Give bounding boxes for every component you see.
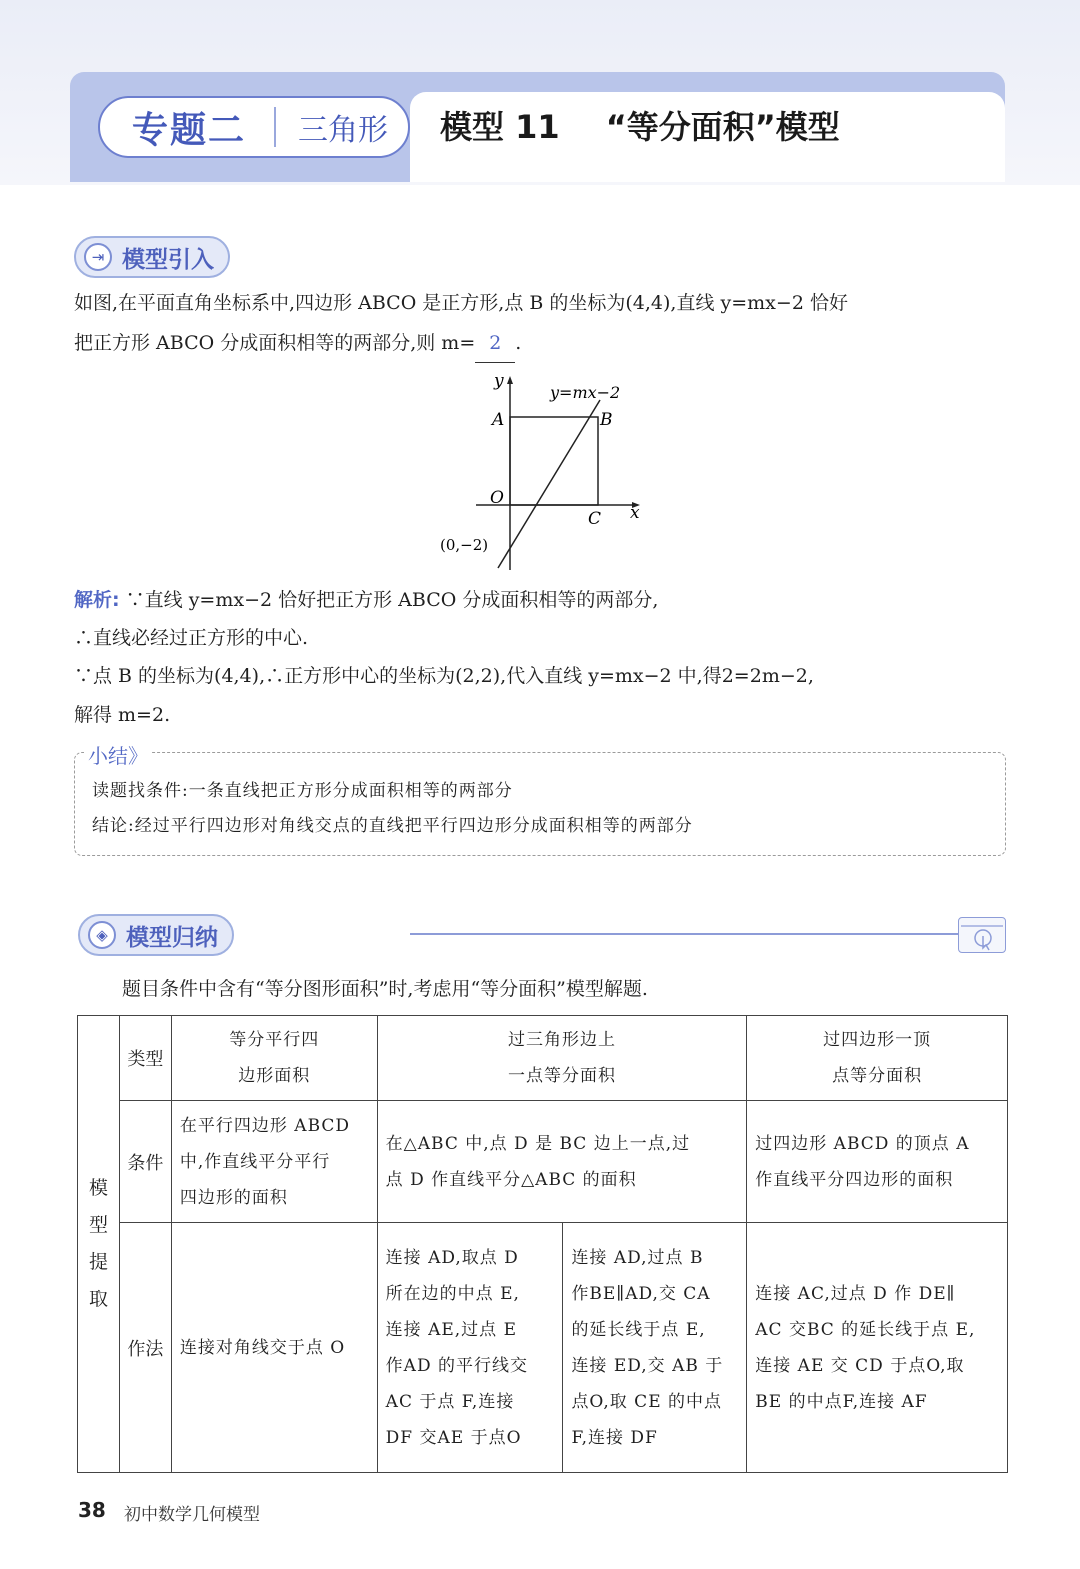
type-cell-3	[747, 1016, 1008, 1101]
solution-line-3: ∵点 B 的坐标为(4,4),∴正方形中心的坐标为(2,2),代入直线 y=mx−2 中,得2=2m−2,	[74, 665, 814, 687]
method-2b-line-4: 连接 ED,交 AB 于	[571, 1355, 724, 1376]
side-head-char-2: 型	[88, 1214, 108, 1236]
method-cell-1: 连接对角线交于点 O	[171, 1223, 377, 1473]
method-2a-line-2: 所在边的中点 E,	[385, 1283, 520, 1304]
problem-line-2-end: .	[515, 332, 522, 354]
topic-pill	[98, 96, 410, 158]
label-o: O	[490, 488, 504, 508]
guina-badge	[78, 914, 234, 956]
table-row-method	[78, 1223, 1008, 1473]
side-head-char-1: 模	[88, 1177, 108, 1199]
y-axis-arrow	[507, 376, 513, 384]
row-head-condition: 条件	[119, 1101, 171, 1223]
guina-intro: 题目条件中含有“等分图形面积”时,考虑用“等分面积”模型解题.	[122, 978, 648, 1000]
type-1-line-2: 边形面积	[238, 1066, 311, 1086]
cond-3-line-1: 过四边形 ABCD 的顶点 A	[755, 1133, 970, 1154]
label-a: A	[492, 410, 505, 430]
cond-cell-2	[377, 1101, 747, 1223]
summary-line-2: 结论:经过平行四边形对角线交点的直线把平行四边形分成面积相等的两部分	[92, 816, 693, 836]
method-2b-line-3: 的延长线于点 E,	[571, 1319, 706, 1340]
cond-cell-3	[747, 1101, 1008, 1223]
summary-line-1: 读题找条件:一条直线把正方形分成面积相等的两部分	[92, 781, 513, 801]
square-abco	[510, 417, 598, 505]
solution-line-1	[74, 581, 1014, 619]
type-1-line-1: 等分平行四	[229, 1030, 320, 1050]
type-cell-1	[171, 1016, 377, 1101]
solution-line-2: ∴直线必经过正方形的中心.	[74, 627, 309, 649]
intro-badge-label: 模型引入	[122, 246, 214, 273]
topic-divider	[274, 107, 276, 147]
method-2a-line-5: AC 于点 F,连接	[385, 1391, 515, 1412]
method-2a-line-4: 作AD 的平行线交	[385, 1355, 528, 1376]
page-number: 38	[78, 1498, 106, 1522]
cond-1-line-2: 中,作直线平分平行	[179, 1151, 331, 1172]
answer-blank: 2	[475, 324, 515, 363]
type-3-line-1: 过四边形一顶	[823, 1030, 932, 1050]
cond-2-line-2: 点 D 作直线平分△ABC 的面积	[385, 1169, 637, 1190]
label-intercept: (0,−2)	[440, 536, 489, 554]
method-2b-line-6: F,连接 DF	[571, 1427, 658, 1448]
book-title: 初中数学几何模型	[124, 1505, 260, 1525]
enter-icon: ⇥	[84, 243, 112, 271]
label-line: y=mx−2	[550, 383, 621, 402]
topic-title: 专题二	[132, 109, 247, 151]
label-y: y	[494, 371, 504, 391]
problem-line-2	[74, 324, 1014, 363]
table-row-condition	[78, 1101, 1008, 1223]
summary-title: 小结》	[84, 740, 152, 769]
method-2b-line-2: 作BE∥AD,交 CA	[571, 1283, 711, 1304]
label-c: C	[588, 509, 602, 529]
guina-badge-label: 模型归纳	[126, 924, 218, 951]
solution-line-1-text: ∵直线 y=mx−2 恰好把正方形 ABCO 分成面积相等的两部分,	[125, 589, 659, 611]
method-2a-line-1: 连接 AD,取点 D	[385, 1247, 519, 1268]
cond-1-line-1: 在平行四边形 ABCD	[179, 1115, 351, 1136]
cond-2-line-1: 在△ABC 中,点 D 是 BC 边上一点,过	[385, 1133, 691, 1154]
method-3-line-3: 连接 AE 交 CD 于点O,取	[755, 1355, 965, 1376]
type-2-line-1: 过三角形边上	[507, 1030, 616, 1050]
intro-badge	[74, 236, 230, 278]
type-3-line-2: 点等分面积	[832, 1066, 923, 1086]
summary-box	[74, 752, 1006, 856]
side-head-cell	[78, 1016, 120, 1473]
method-cell-2a	[377, 1223, 563, 1473]
cube-icon: ◈	[88, 921, 116, 949]
coordinate-figure	[430, 370, 660, 575]
method-3-line-1: 连接 AC,过点 D 作 DE∥	[755, 1283, 956, 1304]
row-head-method: 作法	[119, 1223, 171, 1473]
solution-label: 解析:	[74, 589, 120, 611]
method-3-line-4: BE 的中点F,连接 AF	[755, 1391, 928, 1412]
line-y-mx-2	[498, 400, 600, 568]
click-icon	[958, 917, 1006, 953]
method-cell-2b	[563, 1223, 747, 1473]
problem-line-1: 如图,在平面直角坐标系中,四边形 ABCO 是正方形,点 B 的坐标为(4,4),直线 y=mx−2 恰好	[74, 292, 848, 314]
side-head-char-4: 取	[88, 1288, 108, 1310]
method-3-line-2: AC 交BC 的延长线于点 E,	[755, 1319, 976, 1340]
cond-3-line-2: 作直线平分四边形的面积	[755, 1169, 954, 1190]
problem-line-2-text: 把正方形 ABCO 分成面积相等的两部分,则 m=	[74, 332, 476, 354]
method-cell-3	[747, 1223, 1008, 1473]
cond-cell-1	[171, 1101, 377, 1223]
label-x: x	[630, 503, 640, 523]
method-2b-line-5: 点O,取 CE 的中点	[571, 1391, 723, 1412]
table-row-type	[78, 1016, 1008, 1101]
model-title	[440, 102, 840, 148]
model-number: 模型 11	[440, 108, 560, 146]
topic-subtitle: 三角形	[298, 113, 389, 148]
method-2b-line-1: 连接 AD,过点 B	[571, 1247, 704, 1268]
type-2-line-2: 一点等分面积	[507, 1066, 616, 1086]
solution-line-4: 解得 m=2.	[74, 704, 171, 726]
section-divider	[410, 933, 958, 935]
cond-1-line-3: 四边形的面积	[179, 1187, 288, 1208]
method-2a-line-3: 连接 AE,过点 E	[385, 1319, 517, 1340]
row-head-type: 类型	[119, 1016, 171, 1101]
model-table	[77, 1015, 1008, 1473]
side-head-char-3: 提	[88, 1251, 108, 1273]
model-name: “等分面积”模型	[605, 108, 840, 146]
method-2a-line-6: DF 交AE 于点O	[385, 1427, 522, 1448]
label-b: B	[600, 410, 613, 430]
type-cell-2	[377, 1016, 747, 1101]
